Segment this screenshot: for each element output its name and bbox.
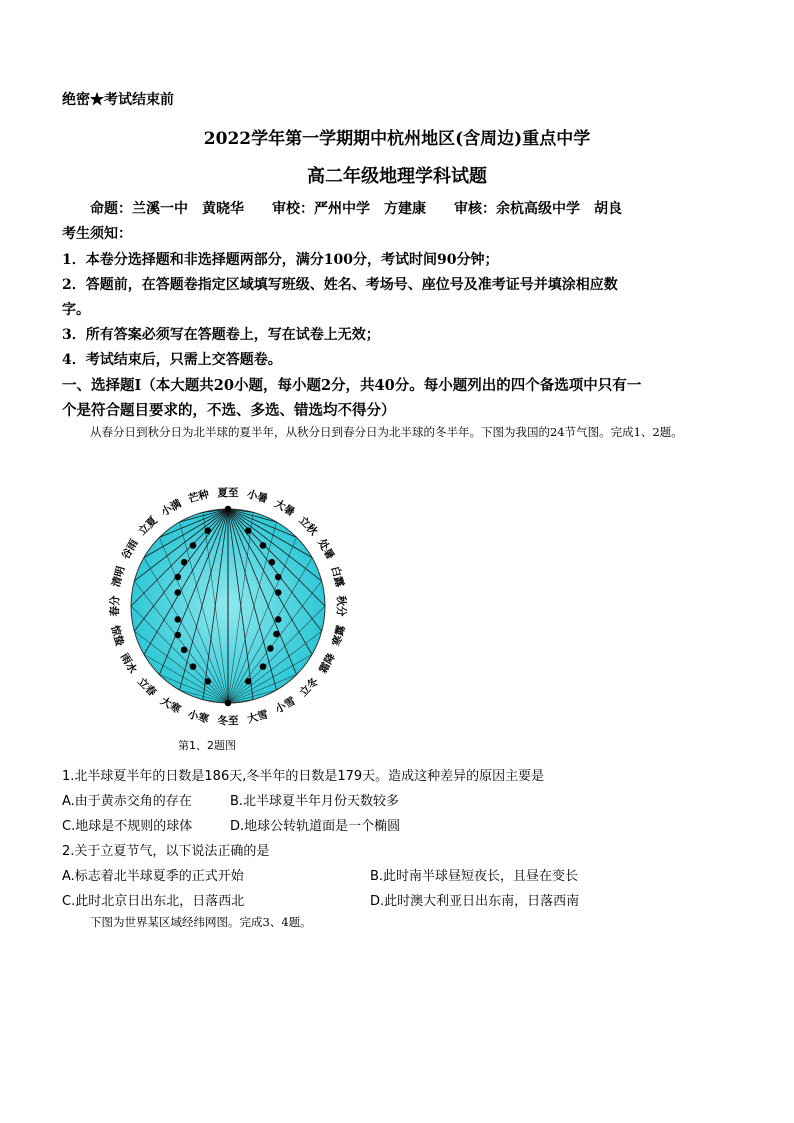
figure-caption: 第1、2题图 [178,739,236,752]
term-dot [275,616,282,623]
term-dot [181,559,188,566]
term-dot [181,647,188,654]
q1-option-b: B.北半球夏半年月份天数较多 [230,794,400,809]
solar-term-label: 白露 [328,565,346,589]
solar-term-label: 小暑 [245,488,269,506]
solar-term-label: 小满 [159,497,184,519]
term-dot [205,678,212,685]
term-dot [225,506,232,513]
q1-option-c: C.地球是不规则的球体 [62,819,193,834]
notice-item: 3．所有答案必须写在答题卷上，写在试卷上无效； [62,327,380,343]
term-dot [174,616,181,623]
term-dot [275,574,282,581]
term-dot [205,527,212,534]
secret-label: 绝密★考试结束前 [62,92,174,108]
staff-line: 命题：兰溪一中 黄晓华 审校：严州中学 方建康 审核：余杭高级中学 胡良 [90,201,622,217]
term-dot [260,663,267,670]
solar-term-label: 大暑 [272,497,297,519]
term-dot [245,527,252,534]
solar-term-label: 冬至 [217,715,239,727]
question-intro: 从春分日到秋分日为北半球的夏半年，从秋分日到春分日为北半球的冬半年。下图为我国的24节气图。完成1、2题。 [90,425,683,439]
question-1-stem: 1.北半球夏半年的日数是186天,冬半年的日数是179天。造成这种差异的原因主要是 [62,769,545,784]
term-dot [174,632,181,639]
question-intro: 下图为世界某区域经纬网图。完成3、4题。 [90,915,312,929]
term-dot [190,663,197,670]
solar-term-label: 芒种 [187,488,211,506]
solar-term-label: 秋分 [335,595,347,617]
solar-term-label: 寒露 [330,624,348,648]
solar-term-label: 立秋 [296,514,320,538]
notice-item: 1．本卷分选择题和非选择题两部分，满分100分，考试时间90分钟； [62,252,499,268]
solar-term-label: 大寒 [158,695,183,717]
term-dot [273,631,280,638]
section-heading: 一、选择题Ⅰ（本大题共20小题，每小题2分，共40分。每小题列出的四个备选项中只有一 [62,377,642,394]
solar-term-label: 雨水 [117,651,139,676]
q1-option-d: D.地球公转轨道面是一个椭圆 [230,819,401,834]
solar-term-label: 处暑 [315,537,337,562]
solar-term-label: 春分 [109,595,121,617]
term-dot [225,700,232,707]
q2-option-d: D.此时澳大利亚日出东南，日落西南 [370,894,580,909]
term-dot [267,645,274,652]
term-dot [190,542,197,549]
exam-subtitle: 高二年级地理学科试题 [307,166,487,187]
notice-heading: 考生须知： [62,226,132,242]
question-2-stem: 2.关于立夏节气，以下说法正确的是 [62,844,270,859]
notice-item: 2．答题前，在答题卷指定区域填写班级、姓名、考场号、座位号及准考证号并填涂相应数 [62,277,618,293]
solar-term-label: 谷雨 [119,537,141,562]
term-dot [275,589,282,596]
solar-terms-diagram [97,478,367,733]
term-dot [245,678,252,685]
solar-term-label: 立春 [135,675,159,699]
q2-option-c: C.此时北京日出东北，日落西北 [62,894,245,909]
q2-option-b: B.此时南半球昼短夜长，且昼在变长 [370,869,579,884]
solar-term-label: 清明 [110,565,128,589]
solar-term-label: 小寒 [186,708,210,726]
q2-option-a: A.标志着北半球夏季的正式开始 [62,869,244,884]
term-dot [174,589,181,596]
notice-item: 4．考试结束后，只需上交答题卷。 [62,352,282,368]
solar-term-label: 霜降 [317,651,339,676]
notice-item: 字。 [62,302,90,318]
solar-term-label: 小雪 [273,695,298,717]
solar-term-label: 大雪 [246,708,270,726]
q1-option-a: A.由于黄赤交角的存在 [62,794,192,809]
term-dot [269,559,276,566]
solar-term-label: 立夏 [136,514,160,538]
section-heading-cont: 个是符合题目要求的，不选、多选、错选均不得分） [62,402,396,419]
solar-term-label: 夏至 [217,487,239,499]
solar-term-label: 立冬 [297,675,321,699]
solar-term-label: 惊蛰 [108,624,126,648]
exam-title: 2022学年第一学期期中杭州地区(含周边)重点中学 [203,129,591,149]
term-dot [174,574,181,581]
term-dot [260,542,267,549]
